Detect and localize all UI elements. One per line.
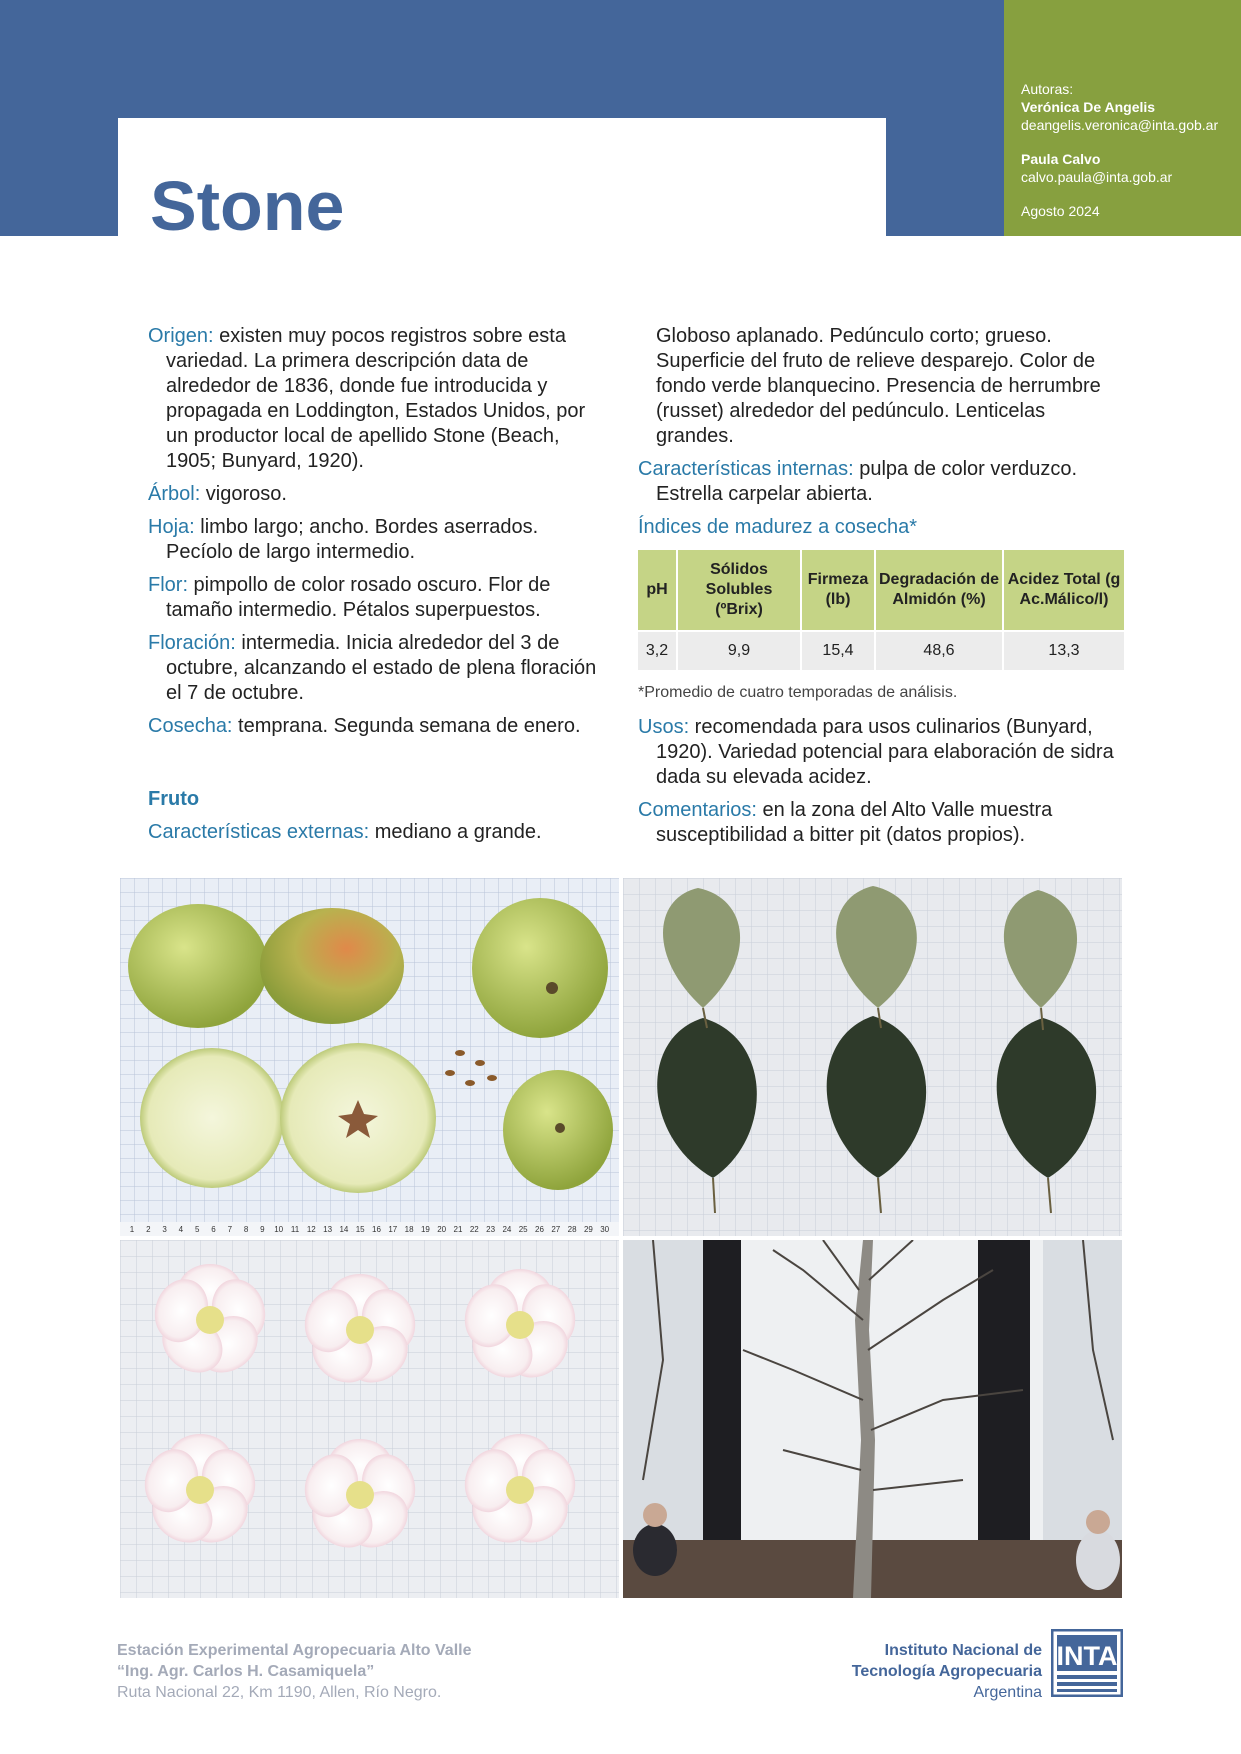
ruler-number: 26	[535, 1225, 544, 1234]
ext-label: Características externas:	[148, 821, 370, 843]
ruler-number: 9	[260, 1225, 265, 1234]
title-box	[118, 118, 886, 245]
ruler-number: 22	[469, 1225, 479, 1234]
ext-paragraph	[148, 820, 608, 845]
hoja-label: Hoja:	[148, 516, 195, 538]
usos-text: recomendada para usos culinarios (Bunyard, 1920). Variedad potencial para elaboración de sidra dada su elevada acidez.	[656, 716, 1114, 788]
author-panel	[1004, 0, 1241, 236]
ruler-number: 12	[306, 1225, 316, 1234]
ruler-number: 15	[355, 1225, 365, 1234]
institution-country: Argentina	[973, 1684, 1042, 1701]
institution-name	[820, 1640, 1042, 1703]
cosecha-paragraph	[148, 714, 608, 739]
leaves-photo	[623, 878, 1122, 1236]
station-name: Estación Experimental Agropecuaria Alto Valle	[117, 1642, 472, 1659]
tree-photo	[623, 1240, 1122, 1598]
origen-paragraph	[148, 324, 608, 474]
ruler-number: 4	[178, 1225, 184, 1234]
station-route: Ruta Nacional 22, Km 1190, Allen, Río Negro.	[117, 1684, 442, 1701]
ruler-number: 24	[502, 1225, 512, 1234]
station-subtitle: “Ing. Agr. Carlos H. Casamiquela”	[117, 1663, 375, 1680]
ruler-number: 21	[453, 1225, 463, 1234]
floracion-paragraph	[148, 631, 608, 706]
author2-email[interactable]: calvo.paula@inta.gob.ar	[1021, 169, 1173, 185]
ext-continuation: Globoso aplanado. Pedúnculo corto; grueso. Superficie del fruto de relieve desparejo. Color de fondo verde blanquecino. Presencia de herrumbre (russet) alrededor del pedúnculo. Lenticelas grandes.	[656, 325, 1101, 447]
flor-label: Flor:	[148, 574, 188, 596]
th-firmness: Firmeza (lb)	[802, 550, 874, 630]
ruler-number: 19	[420, 1225, 430, 1234]
int-paragraph	[638, 457, 1128, 507]
arbol-text: vigoroso.	[200, 483, 287, 505]
ruler-number: 14	[339, 1225, 349, 1234]
ruler-number: 16	[372, 1225, 381, 1234]
origen-label: Origen:	[148, 325, 214, 347]
comentarios-label: Comentarios:	[638, 799, 757, 821]
ruler-number: 27	[551, 1225, 561, 1234]
th-solids: Sólidos Solubles (ºBrix)	[678, 550, 800, 630]
ruler-number: 8	[243, 1225, 249, 1234]
maturity-table	[636, 548, 1126, 672]
page-title: Stone	[150, 167, 345, 245]
floracion-label: Floración:	[148, 632, 236, 654]
authors-label: Autoras:	[1021, 81, 1074, 97]
usos-paragraph	[638, 715, 1128, 790]
usos-label: Usos:	[638, 716, 690, 738]
ruler-number: 28	[567, 1225, 577, 1234]
ruler-number: 3	[162, 1225, 167, 1234]
ruler-number: 20	[437, 1225, 447, 1234]
th-ph: pH	[638, 550, 676, 630]
table-footnote: *Promedio de cuatro temporadas de análisis.	[638, 684, 958, 701]
td-solids: 9,9	[678, 632, 800, 670]
right-column	[638, 324, 1128, 856]
photo-grid	[120, 878, 1122, 1598]
td-ph: 3,2	[638, 632, 676, 670]
ruler-number: 29	[583, 1225, 593, 1234]
ruler-number: 18	[404, 1225, 414, 1234]
flor-text: pimpollo de color rosado oscuro. Flor de tamaño intermedio. Pétalos superpuestos.	[166, 574, 551, 621]
origen-text: existen muy pocos registros sobre esta variedad. La primera descripción data de alrededor de 1836, donde fue introducida y propagada en Loddington, Estados Unidos, por un productor local de apellido Stone (Beach, 1905; Bunyard, 1920).	[166, 325, 586, 472]
hoja-text: limbo largo; ancho. Bordes aserrados. Pecíolo de largo intermedio.	[166, 516, 539, 563]
ruler-number: 23	[486, 1225, 496, 1234]
comentarios-paragraph	[638, 798, 1128, 848]
author2-name: Paula Calvo	[1021, 151, 1101, 167]
fruto-heading: Fruto	[148, 788, 200, 810]
flor-paragraph	[148, 573, 608, 623]
ext-text: mediano a grande.	[369, 821, 542, 843]
cosecha-text: temprana. Segunda semana de enero.	[232, 715, 581, 737]
flowers-photo	[120, 1240, 619, 1598]
ruler-number: 5	[194, 1225, 200, 1234]
int-text: pulpa de color verduzco. Estrella carpelar abierta.	[656, 458, 1078, 505]
institution-line1: Instituto Nacional de	[884, 1642, 1042, 1659]
author1-email[interactable]: deangelis.veronica@inta.gob.ar	[1021, 117, 1219, 133]
table-header-row	[638, 550, 1124, 630]
index-heading: Índices de madurez a cosecha*	[638, 516, 918, 538]
arbol-label: Árbol:	[148, 483, 201, 505]
td-starch: 48,6	[876, 632, 1002, 670]
int-label: Características internas:	[638, 458, 854, 480]
fruit-photo	[120, 878, 619, 1236]
td-firmness: 15,4	[802, 632, 874, 670]
ruler-number: 10	[274, 1225, 284, 1234]
ruler-number: 7	[227, 1225, 233, 1234]
logo-text: INTA	[1056, 1641, 1118, 1671]
ruler-number: 30	[600, 1225, 610, 1234]
floracion-text: intermedia. Inicia alrededor del 3 de octubre, alcanzando el estado de plena floración el 7 de octubre.	[166, 632, 597, 704]
institution-line2: Tecnología Agropecuaria	[851, 1663, 1042, 1680]
station-address	[117, 1640, 471, 1703]
ruler-number: 6	[211, 1225, 216, 1234]
th-acidity: Acidez Total (g Ac.Málico/l)	[1004, 550, 1124, 630]
ruler-number: 17	[388, 1225, 398, 1234]
th-starch: Degradación de Almidón (%)	[876, 550, 1002, 630]
ruler-number: 25	[518, 1225, 528, 1234]
ruler-number: 2	[146, 1225, 151, 1234]
publication-date: Agosto 2024	[1021, 203, 1100, 219]
ruler-number: 13	[323, 1225, 333, 1234]
left-column	[148, 324, 608, 853]
comentarios-text: en la zona del Alto Valle muestra susceptibilidad a bitter pit (datos propios).	[656, 799, 1053, 846]
arbol-paragraph	[148, 482, 608, 507]
table-row	[638, 632, 1124, 670]
author1-name: Verónica De Angelis	[1021, 99, 1156, 115]
td-acidity: 13,3	[1004, 632, 1124, 670]
inta-logo	[1051, 1629, 1123, 1697]
ruler-number: 11	[290, 1225, 300, 1234]
ruler-number: 1	[129, 1225, 135, 1234]
cosecha-label: Cosecha:	[148, 715, 233, 737]
hoja-paragraph	[148, 515, 608, 565]
